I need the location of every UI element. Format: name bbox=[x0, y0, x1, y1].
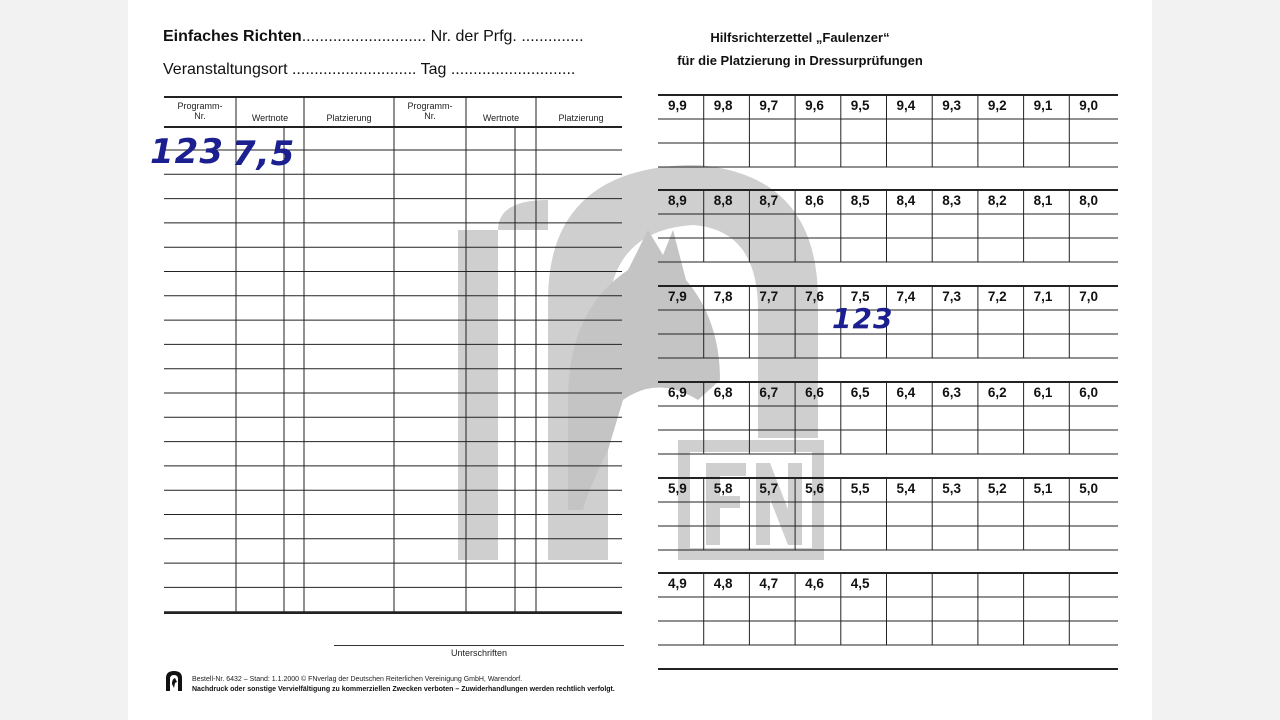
score-cell-4-9: 4,9 bbox=[668, 576, 687, 591]
score-cell-6-8: 6,8 bbox=[713, 385, 733, 400]
score-cell-9-3: 9,3 bbox=[942, 98, 961, 113]
col-header-wertnote-2: Wertnote bbox=[482, 113, 520, 123]
col-header-platzierung-2: Platzierung bbox=[558, 113, 604, 123]
score-cell-4-7: 4,7 bbox=[759, 576, 779, 591]
score-cell-8-6: 8,6 bbox=[805, 193, 824, 208]
score-cell-5-8: 5,8 bbox=[713, 481, 733, 496]
score-cell-6-1: 6,1 bbox=[1033, 385, 1053, 400]
score-cell-8-5: 8,5 bbox=[850, 193, 870, 208]
score-cell-6-0: 6,0 bbox=[1079, 385, 1099, 400]
score-cell-5-7: 5,7 bbox=[759, 481, 779, 496]
score-cell-7-0: 7,0 bbox=[1079, 289, 1099, 304]
score-cell-9-2: 9,2 bbox=[987, 98, 1007, 113]
score-cell-9-0: 9,0 bbox=[1079, 98, 1099, 113]
pruefung-nr-dots: .............. bbox=[521, 28, 584, 45]
score-cell-8-8: 8,8 bbox=[713, 193, 733, 208]
score-cell-8-9: 8,9 bbox=[668, 193, 687, 208]
score-cell-5-2: 5,2 bbox=[987, 481, 1007, 496]
score-cell-8-2: 8,2 bbox=[987, 193, 1007, 208]
score-cell-7-6: 7,6 bbox=[805, 289, 824, 304]
score-cell-6-4: 6,4 bbox=[896, 385, 916, 400]
score-cell-8-3: 8,3 bbox=[942, 193, 961, 208]
form-sheet bbox=[128, 0, 1152, 720]
col-header-platzierung-1: Platzierung bbox=[326, 113, 372, 123]
score-cell-4-8: 4,8 bbox=[713, 576, 733, 591]
score-cell-5-1: 5,1 bbox=[1033, 481, 1053, 496]
col-header-wertnote-1: Wertnote bbox=[251, 113, 289, 123]
score-cell-6-6: 6,6 bbox=[805, 385, 824, 400]
veranstaltungsort-dots: ............................ bbox=[291, 61, 417, 78]
einfaches-richten-dots: ............................ bbox=[301, 28, 427, 45]
col-header-programm-nr-1: Programm- Nr. bbox=[177, 101, 223, 121]
right-title-line-1: Hilfsrichterzettel „Faulenzer“ bbox=[710, 30, 890, 45]
score-cell-7-8: 7,8 bbox=[713, 289, 733, 304]
score-cell-5-6: 5,6 bbox=[805, 481, 824, 496]
tag-label: Tag bbox=[420, 61, 447, 78]
score-cell-9-6: 9,6 bbox=[805, 98, 824, 113]
score-cell-6-5: 6,5 bbox=[850, 385, 870, 400]
score-cell-8-4: 8,4 bbox=[896, 193, 916, 208]
score-cell-6-9: 6,9 bbox=[668, 385, 687, 400]
signature-label: Unterschriften bbox=[450, 648, 508, 658]
einfaches-richten-label: Einfaches Richten bbox=[163, 28, 302, 45]
veranstaltungsort-label: Veranstaltungsort bbox=[163, 61, 288, 78]
score-cell-9-7: 9,7 bbox=[759, 98, 779, 113]
score-cell-7-5: 7,5 bbox=[850, 289, 870, 304]
footer-line-1: Bestell-Nr. 6432 – Stand: 1.1.2000 © FNverlag der Deutschen Reiterlichen Vereinigung GmbH, Warendorf. bbox=[192, 676, 523, 683]
right-title-line-2: für die Platzierung in Dressurprüfungen bbox=[677, 53, 923, 68]
score-cell-6-2: 6,2 bbox=[987, 385, 1007, 400]
score-cell-7-9: 7,9 bbox=[668, 289, 687, 304]
score-cell-9-9: 9,9 bbox=[668, 98, 687, 113]
score-cell-9-4: 9,4 bbox=[896, 98, 916, 113]
handwritten-wertnote: 7,5 bbox=[232, 134, 296, 174]
score-cell-4-6: 4,6 bbox=[805, 576, 824, 591]
score-cell-6-7: 6,7 bbox=[759, 385, 779, 400]
score-cell-8-1: 8,1 bbox=[1033, 193, 1053, 208]
handwritten-grid-entry: 123 bbox=[832, 302, 894, 335]
pruefung-nr-label: Nr. der Prfg. bbox=[430, 28, 517, 45]
score-cell-9-1: 9,1 bbox=[1033, 98, 1053, 113]
tag-dots: ............................ bbox=[450, 61, 576, 78]
score-cell-5-5: 5,5 bbox=[850, 481, 870, 496]
score-cell-7-1: 7,1 bbox=[1033, 289, 1053, 304]
score-cell-7-4: 7,4 bbox=[896, 289, 916, 304]
score-cell-5-4: 5,4 bbox=[896, 481, 916, 496]
score-cell-6-3: 6,3 bbox=[942, 385, 961, 400]
score-cell-5-3: 5,3 bbox=[942, 481, 961, 496]
score-cell-8-7: 8,7 bbox=[759, 193, 779, 208]
handwritten-programm-nr: 123 bbox=[150, 132, 224, 172]
score-cell-5-0: 5,0 bbox=[1079, 481, 1099, 496]
score-cell-7-2: 7,2 bbox=[987, 289, 1007, 304]
score-cell-7-7: 7,7 bbox=[759, 289, 779, 304]
score-cell-5-9: 5,9 bbox=[668, 481, 687, 496]
col-header-programm-nr-2: Programm- Nr. bbox=[407, 101, 453, 121]
footer-line-2: Nachdruck oder sonstige Vervielfältigung zu kommerziellen Zwecken verboten – Zuwiderhandlungen werden rechtlich verfolgt. bbox=[192, 686, 615, 693]
score-cell-8-0: 8,0 bbox=[1079, 193, 1099, 208]
score-cell-9-5: 9,5 bbox=[850, 98, 870, 113]
score-cell-9-8: 9,8 bbox=[713, 98, 733, 113]
score-cell-7-3: 7,3 bbox=[942, 289, 961, 304]
score-cell-4-5: 4,5 bbox=[850, 576, 870, 591]
